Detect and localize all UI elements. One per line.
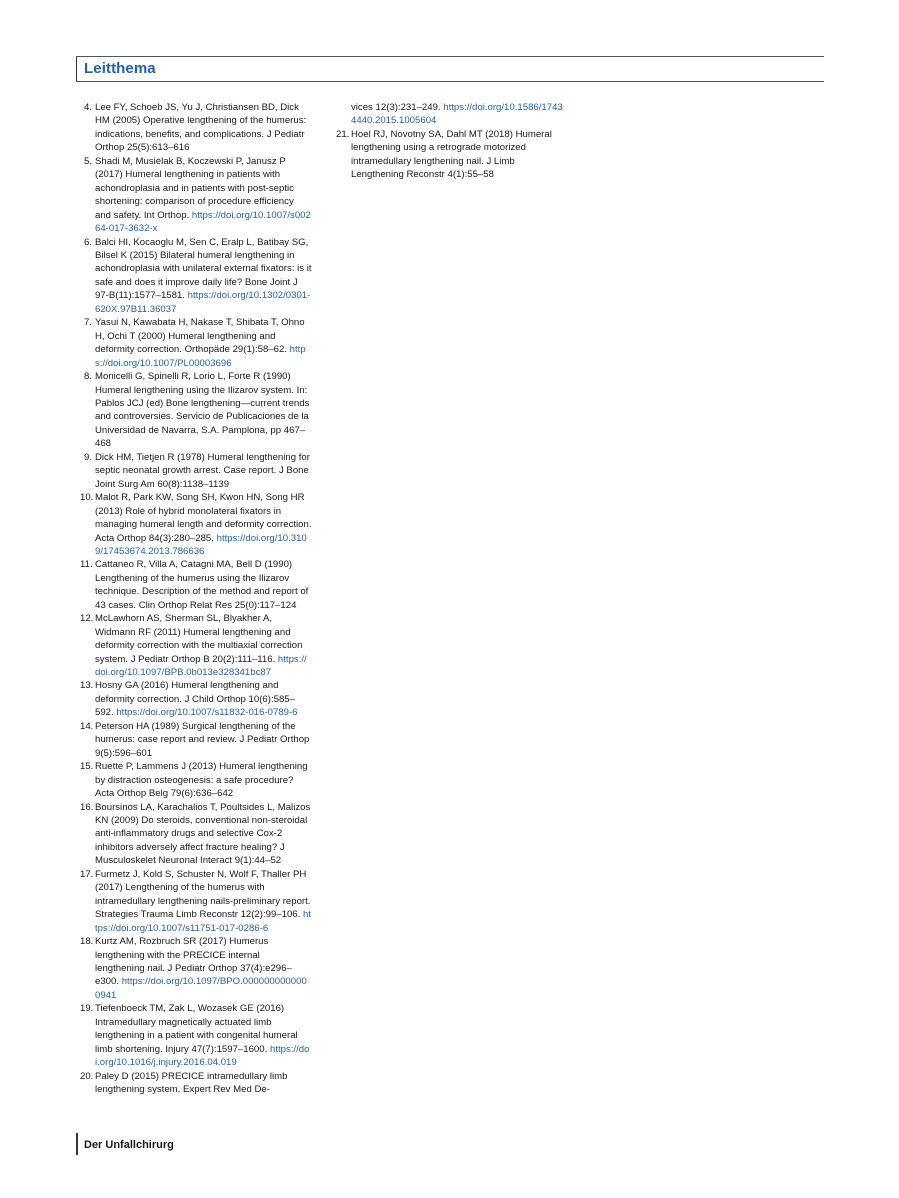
doi-link[interactable]: https://doi.org/10.1097/BPB.0b013e328341bc87	[95, 653, 307, 679]
reference-text: Lee FY, Schoeb JS, Yu J, Christiansen BD, Dick HM (2005) Operative lengthening of the humerus: indications, benefits, and complications. J Pediatr Orthop 25(5):613–616	[95, 102, 307, 154]
reference-number: 21.	[336, 128, 350, 140]
doi-link[interactable]: https://doi.org/10.3109/17453674.2013.786636	[95, 532, 307, 557]
header-top-rule	[76, 56, 824, 57]
reference-item	[80, 370, 312, 451]
doi-link[interactable]: https://doi.org/10.1007/PL00003696	[95, 344, 306, 369]
reference-number: 12.	[80, 613, 94, 625]
reference-text: Cattaneo R, Villa A, Catagni MA, Bell D (1990) Lengthening of the humerus using the Ilizarov technique. Description of the method and report of 43 cases. Clin Orthop Relat Res 25(0):117–124	[95, 559, 309, 611]
reference-number: 6.	[83, 236, 92, 248]
doi-link[interactable]: https://doi.org/10.1007/s11832-016-0789-6	[116, 707, 298, 719]
reference-item	[80, 801, 312, 868]
reference-text: Ruette P, Lammens J (2013) Humeral lengthening by distraction osteogenesis: a safe procedure? Acta Orthop Belg 79(6):636–642	[95, 761, 308, 800]
reference-text: Furmetz J, Kold S, Schuster N, Wolf F, Thaller PH (2017) Lengthening of the humerus with intramedullary lengthening nails-preliminary report. Strategies Trauma Limb Reconstr 12(2):99–106.	[95, 868, 311, 921]
reference-item	[336, 128, 568, 182]
header-bottom-rule	[76, 81, 824, 82]
reference-text: Peterson HA (1989) Surgical lengthening of the humerus: case report and review. J Pediatr Orthop 9(5):596–601	[95, 720, 310, 759]
reference-item	[80, 679, 312, 719]
reference-item	[80, 1002, 312, 1069]
reference-text: Yasui N, Kawabata H, Nakase T, Shibata T, Ohno H, Ochi T (2000) Humeral lengthening and deformity correction. Orthopäde 29(1):58–62.	[95, 317, 305, 356]
reference-text: Dick HM, Tietjen R (1978) Humeral lengthening for septic neonatal growth arrest. Case report. J Bone Joint Surg Am 60(8):1138–1139	[95, 451, 310, 490]
reference-text: Hosny GA (2016) Humeral lengthening and deformity correction. J Child Orthop 10(6):585–592.	[95, 680, 295, 719]
reference-text: McLawhorn AS, Sherman SL, Blyakher A, Widmann RF (2011) Humeral lengthening and deformity correction with the multiaxial correction system. J Pediatr Orthop B 20(2):111–116.	[95, 613, 303, 665]
journal-name: Der Unfallchirurg	[84, 1139, 174, 1151]
reference-item	[80, 868, 312, 935]
reference-item	[80, 451, 312, 491]
reference-text: Monicelli G, Spinelli R, Lorio L, Forte R (1990) Humeral lengthening using the Ilizarov system. In: Pablos JCJ (ed) Bone lengthening—current trends and controversies. Servicio de Publicaciones de la Universidad de Navarra, S.A. Pamplona, pp 467–468	[95, 371, 310, 450]
reference-item	[80, 155, 312, 236]
reference-number: 16.	[80, 801, 94, 813]
doi-link[interactable]: https://doi.org/10.1016/j.injury.2016.04.019	[95, 1043, 310, 1069]
reference-number: 8.	[83, 371, 92, 383]
reference-number: 4.	[83, 102, 92, 113]
reference-number: 7.	[83, 317, 92, 329]
doi-link[interactable]: https://doi.org/10.1302/0301-620X.97B11.36037	[95, 290, 311, 315]
reference-text: vices 12(3):231–249.	[351, 102, 444, 113]
section-title: Leitthema	[84, 60, 156, 77]
reference-item	[80, 491, 312, 558]
reference-item	[80, 1070, 312, 1097]
reference-item	[80, 316, 312, 370]
reference-item	[80, 558, 312, 612]
footer-bar	[76, 1133, 78, 1155]
reference-text: Balci HI, Kocaoglu M, Sen C, Eralp L, Batibay SG, Bilsel K (2015) Bilateral humeral lengthening in achondroplasia with unilateral external fixators: is it safe and does it improve daily life? Bone Joint J 97-B(11):1577–1581.	[95, 236, 312, 302]
doi-link[interactable]: https://doi.org/10.1007/s00264-017-3632-x	[95, 209, 311, 235]
reference-text: Malot R, Park KW, Song SH, Kwon HN, Song HR (2013) Role of hybrid monolateral fixators in managing humeral length and deformity correction. Acta Orthop 84(3):280–285.	[95, 492, 312, 544]
references-right-column	[336, 101, 568, 182]
doi-link[interactable]: https://doi.org/10.1586/17434440.2015.1005604	[351, 102, 563, 127]
reference-number: 17.	[80, 868, 94, 880]
reference-number: 20.	[80, 1070, 94, 1082]
reference-number: 9.	[83, 451, 92, 463]
header-rule-box	[76, 56, 824, 82]
reference-text: Boursinos LA, Karachalios T, Poultsides L, Malizos KN (2009) Do steroids, conventional non-steroidal anti-inflammatory drugs and selective Cox-2 inhibitors adversely affect fracture healing? J Musculoskelet Neuronal Interact 9(1):44–52	[95, 801, 311, 867]
reference-item	[80, 236, 312, 317]
reference-number: 14.	[80, 720, 94, 732]
doi-link[interactable]: https://doi.org/10.1097/BPO.0000000000000941	[95, 976, 307, 1001]
reference-text: Hoel RJ, Novotny SA, Dahl MT (2018) Humeral lengthening using a retrograde motorized intramedullary lengthening nail. J Limb Lengthening Reconstr 4(1):55–58	[351, 128, 552, 181]
reference-item	[80, 101, 312, 155]
reference-number: 11.	[80, 559, 93, 571]
reference-number: 18.	[80, 936, 94, 948]
reference-item	[80, 760, 312, 800]
reference-number: 13.	[80, 680, 94, 692]
reference-item	[80, 720, 312, 760]
reference-item	[80, 612, 312, 679]
reference-text: Kurtz AM, Rozbruch SR (2017) Humerus lengthening with the PRECICE internal lengthening nail. J Pediatr Orthop 37(4):e296–e300.	[95, 936, 292, 988]
reference-number: 10.	[80, 492, 94, 504]
reference-item	[80, 935, 312, 1002]
reference-text: Tiefenboeck TM, Zak L, Wozasek GE (2016) Intramedullary magnetically actuated limb lengthening in a patient with congenital humeral limb shortening. Injury 47(7):1597–1600.	[95, 1003, 298, 1055]
references-left-column	[80, 101, 312, 1097]
reference-number: 15.	[80, 761, 94, 773]
reference-item	[336, 101, 568, 128]
reference-number: 5.	[83, 155, 92, 167]
doi-link[interactable]: https://doi.org/10.1007/s11751-017-0286-6	[95, 909, 311, 934]
reference-text: Paley D (2015) PRECICE intramedullary limb lengthening system. Expert Rev Med De-	[95, 1070, 288, 1096]
reference-number: 19.	[80, 1003, 94, 1015]
reference-text: Shadi M, Musielak B, Koczewski P, Janusz P (2017) Humeral lengthening in patients with achondroplasia and in patients with post-septic shortening: comparison of procedure efficiency and safety. Int Orthop.	[95, 155, 294, 221]
